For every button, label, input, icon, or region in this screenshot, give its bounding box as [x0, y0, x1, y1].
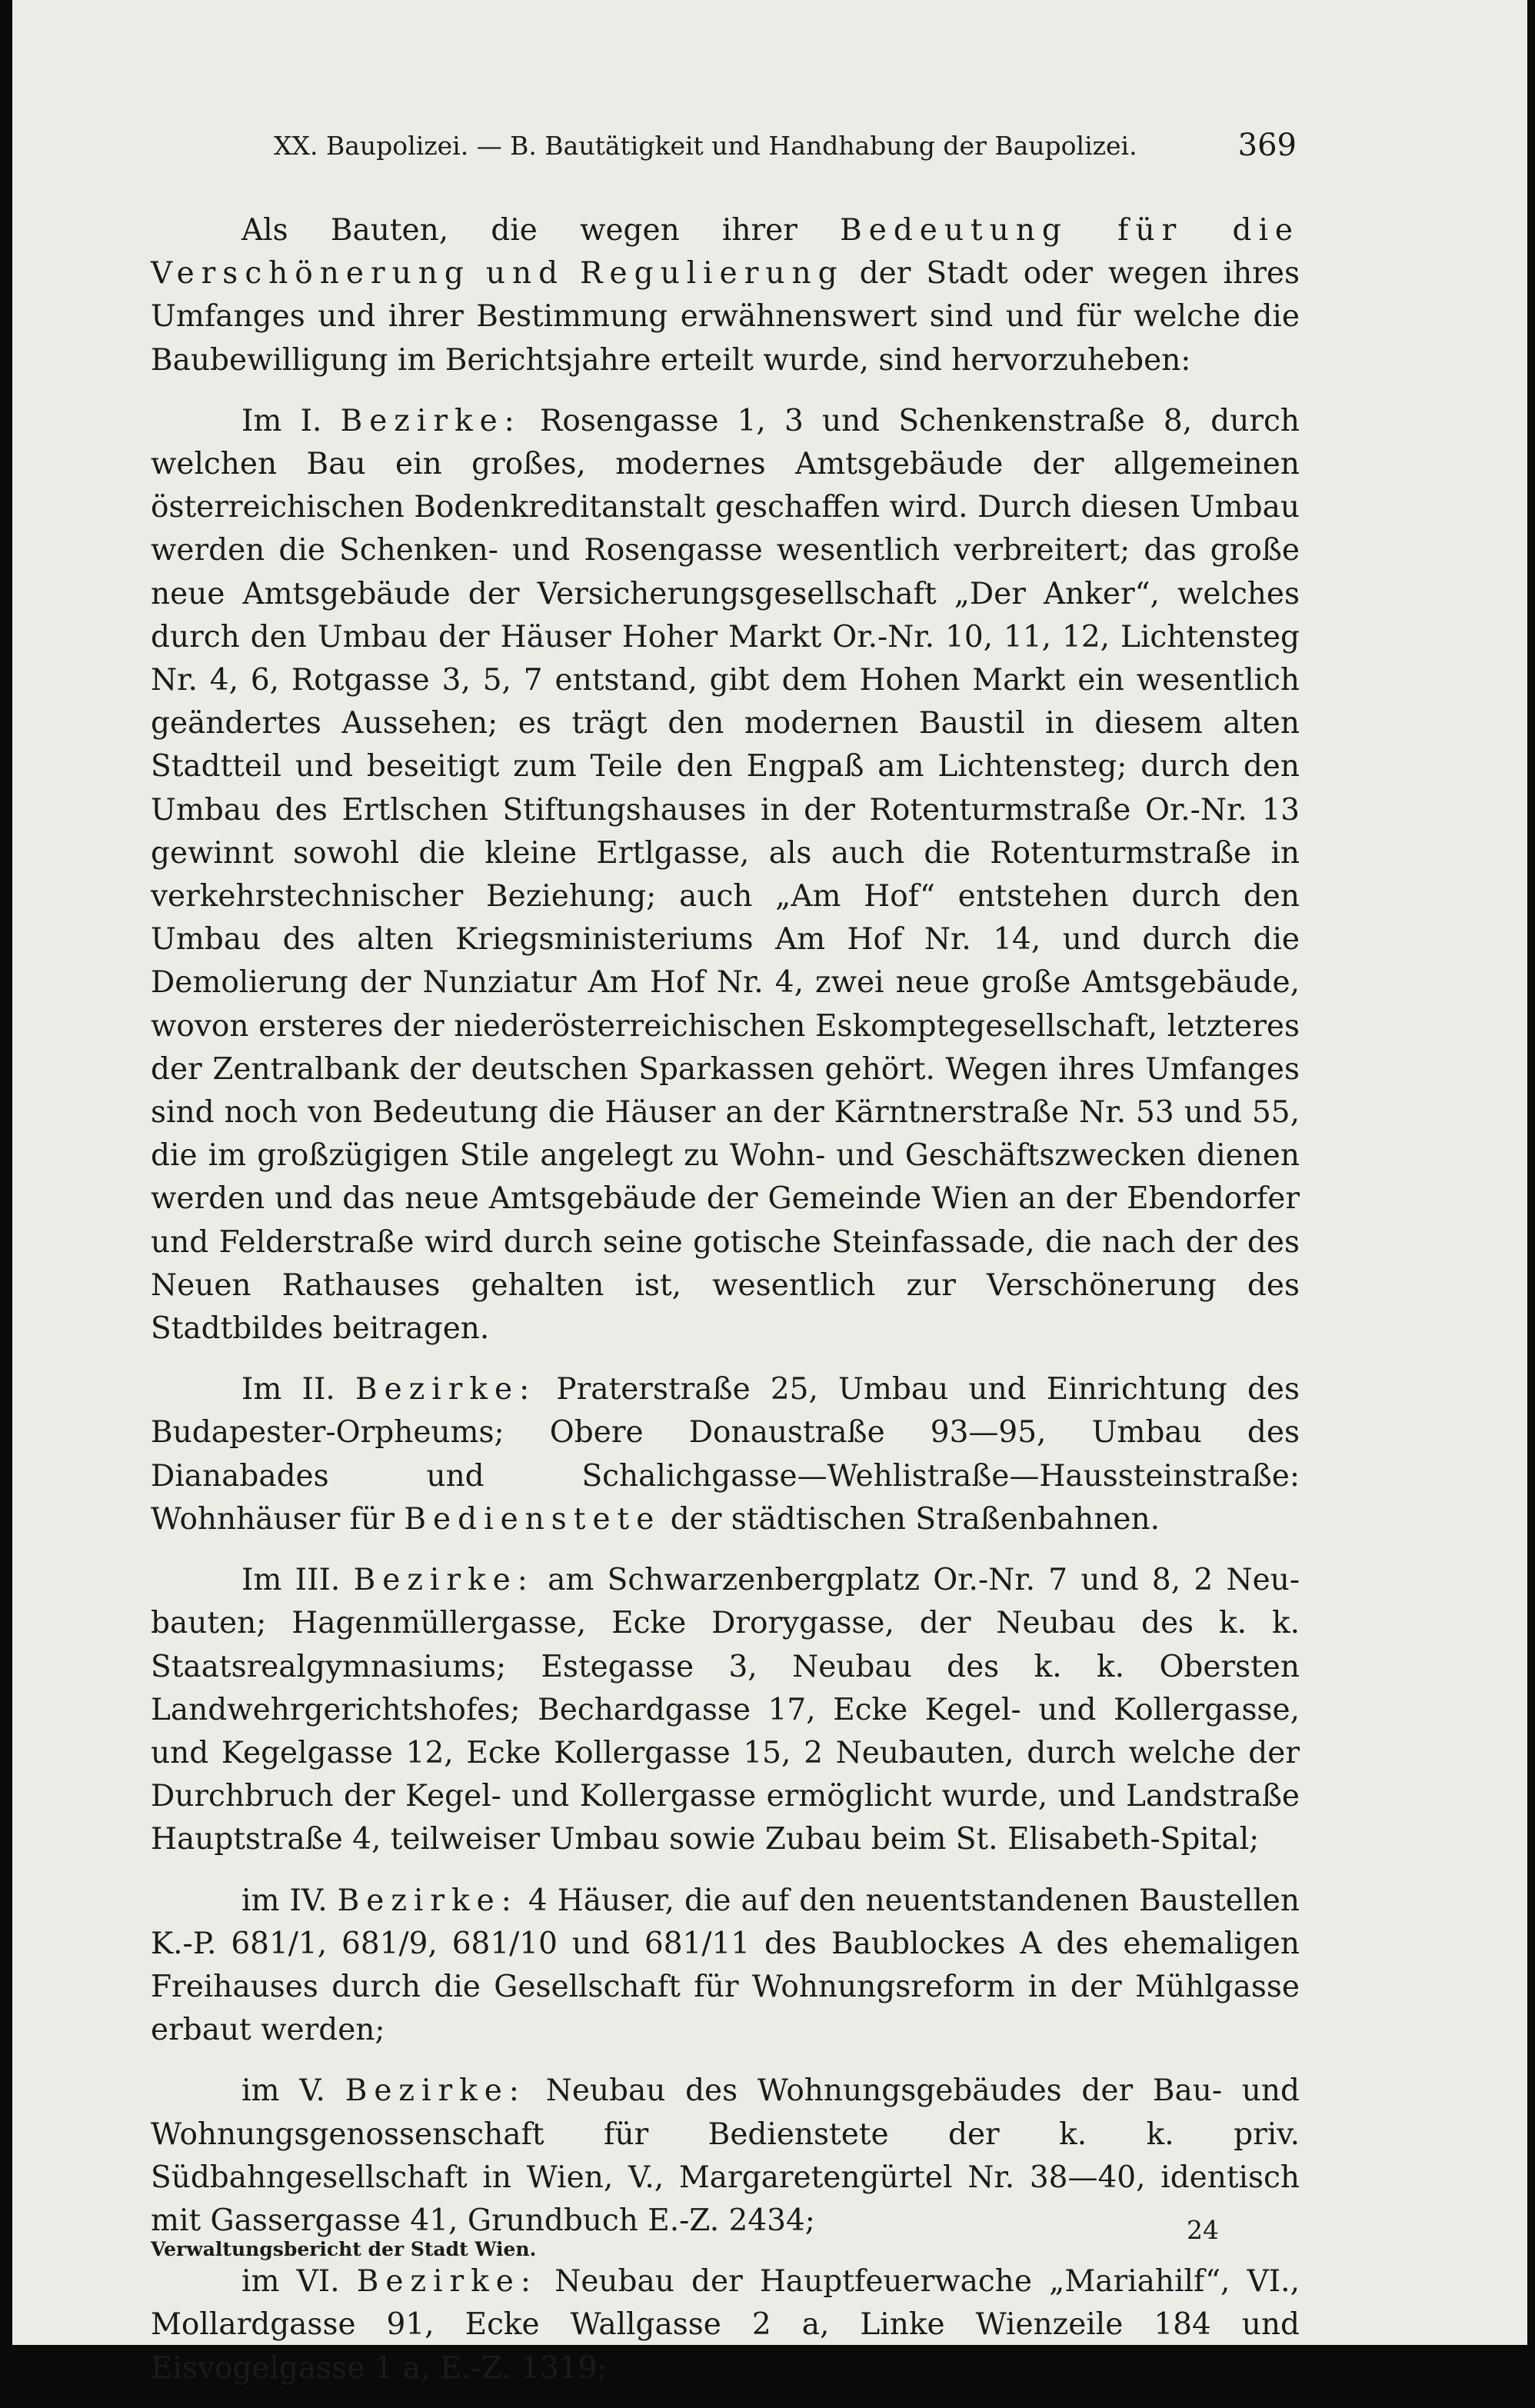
district-prefix: Im III. [241, 1563, 341, 1598]
district-label: Bezirke: [345, 2073, 526, 2109]
body-text [151, 209, 1300, 2408]
district-text: Neubau der Hauptfeuerwache „Mariahilf“, VI., Mollardgasse 91, Ecke Wallgasse 2 a, Linke Wienzeile 184 und Eisvogelgasse 1 a, E.-Z. 1319; [151, 2264, 1300, 2386]
district-label: Bezirke: [356, 2264, 538, 2300]
district-paragraph-2 [151, 1368, 1300, 1541]
intro-emphasis-beautification: Bedeutung für die Verschönerung [151, 213, 1300, 291]
intro-rest: der Stadt oder wegen ihres Umfanges und ihrer Bestimmung erwähnenswert sind und für welche die Baubewilligung im Berichtsjahre erteilt wurde, sind hervorzuheben: [151, 256, 1300, 378]
district-text: am Schwarzenbergplatz Or.-Nr. 7 und 8, 2 Neubauten; Hagenmüllergasse, Ecke Drorygasse, der Neubau des k. k. Staatsrealgymnasiums; Estegasse 3, Neubau des k. k. Obersten Landwehrgerichtshofes; Bechardgasse 17, Ecke Kegel- und Kollergasse, und Kegelgasse 12, Ecke Kollergasse 15, 2 Neubauten, durch welche der Durchbruch der Kegel- und Kollergasse ermöglicht wurde, und Landstraße Hauptstraße 4, teilweiser Umbau sowie Zubau beim St. Elisabeth-Spital; [151, 1563, 1300, 1857]
district-text: Rosengasse 1, 3 und Schenkenstraße 8, durch welchen Bau ein großes, modernes Amtsgebäude der allgemeinen österreichischen Bodenkreditanstalt geschaffen wird. Durch diesen Umbau werden die Schenken- und Rosengasse wesentlich verbreitert; das große neue Amtsgebäude der Versicherungsgesellschaft „Der Anker“, welches durch den Umbau der Häuser Hoher Markt Or.-Nr. 10, 11, 12, Lichtensteg Nr. 4, 6, Rotgasse 3, 5, 7 entstand, gibt dem Hohen Markt ein wesentlich geändertes Aussehen; es trägt den modernen Baustil in diesem alten Stadtteil und beseitigt zum Teile den Engpaß am Lichtensteg; durch den Umbau des Ertlschen Stiftungshauses in der Rotenturmstraße Or.-Nr. 13 gewinnt sowohl die kleine Ertlgasse, als auch die Rotenturmstraße in verkehrstechnischer Beziehung; auch „Am Hof“ entstehen durch den Umbau des alten Kriegsministeriums Am Hof Nr. 14, und durch die Demolierung der Nunziatur Am Hof Nr. 4, zwei neue große Amtsgebäude, wovon ersteres der niederösterreichischen Eskomptegesellschaft, letzteres der Zentralbank der deutschen Sparkassen gehört. Wegen ihres Umfanges sind noch von Bedeutung die Häuser an der Kärntnerstraße Nr. 53 und 55, die im großzügigen Stile angelegt zu Wohn- und Geschäftszwecken dienen werden und das neue Amtsgebäude der Gemeinde Wien an der Ebendorfer und Felderstraße wird durch seine gotische Steinfassade, die nach der des Neuen Rathauses gehalten ist, wesentlich zur Verschönerung des Stadtbildes beitragen. [151, 403, 1300, 1347]
district-paragraph-4 [151, 1880, 1300, 2053]
sheet-signature: 24 [1187, 2215, 1219, 2245]
district-prefix: Im II. [241, 1372, 335, 1407]
intro-emphasis-and: und [485, 256, 565, 291]
running-head: XX. Baupolizei. — B. Bautätigkeit und Handhabung der Baupolizei. [274, 131, 1137, 161]
district-label: Bezirke: [340, 403, 521, 438]
district-label: Bezirke: [353, 1563, 534, 1598]
publication-title: Verwaltungsbericht der Stadt Wien. [151, 2238, 537, 2260]
page-footer [151, 2215, 1300, 2261]
intro-start: Als Bauten, die wegen ihrer [241, 213, 797, 248]
district-emphasis-staff: Bedienstete [404, 1501, 661, 1537]
district-prefix: im V. [241, 2073, 325, 2109]
district-prefix: Im I. [241, 403, 322, 438]
district-text: Praterstraße 25, Umbau und Einrichtung des Budapester-Orpheums; Obere Donaustraße 93—95, Umbau des Dianabades und Schalichgasse—Wehlistraße—Haussteinstraße: Wohnhäuser für [151, 1372, 1300, 1537]
district-tail: der städtischen Straßenbahnen. [670, 1501, 1160, 1537]
district-prefix: im VI. [241, 2264, 340, 2300]
district-label: Bezirke: [337, 1883, 518, 1918]
district-paragraph-6 [151, 2260, 1300, 2390]
page-number: 369 [1237, 128, 1297, 163]
district-paragraph-1 [151, 400, 1300, 1351]
page-header [274, 128, 1297, 177]
district-text: 4 Häuser, die auf den neuentstandenen Baustellen K.-P. 681/1, 681/9, 681/10 und 681/11 des Baublockes A des ehemaligen Freihauses durch die Gesellschaft für Wohnungsreform in der Mühlgasse erbaut werden; [151, 1883, 1300, 2048]
district-paragraph-3 [151, 1559, 1300, 1861]
intro-paragraph [151, 209, 1300, 382]
district-prefix: im IV. [241, 1883, 328, 1918]
district-label: Bezirke: [355, 1372, 537, 1407]
intro-emphasis-regulation: Regulierung [580, 256, 844, 291]
district-text: Neubau des Wohnungsgebäudes der Bau- und Wohnungsgenossenschaft für Bedienstete der k. k. priv. Südbahngesellschaft in Wien, V., Margaretengürtel Nr. 38—40, identisch mit Gassergasse 41, Grundbuch E.-Z. 2434; [151, 2073, 1300, 2238]
